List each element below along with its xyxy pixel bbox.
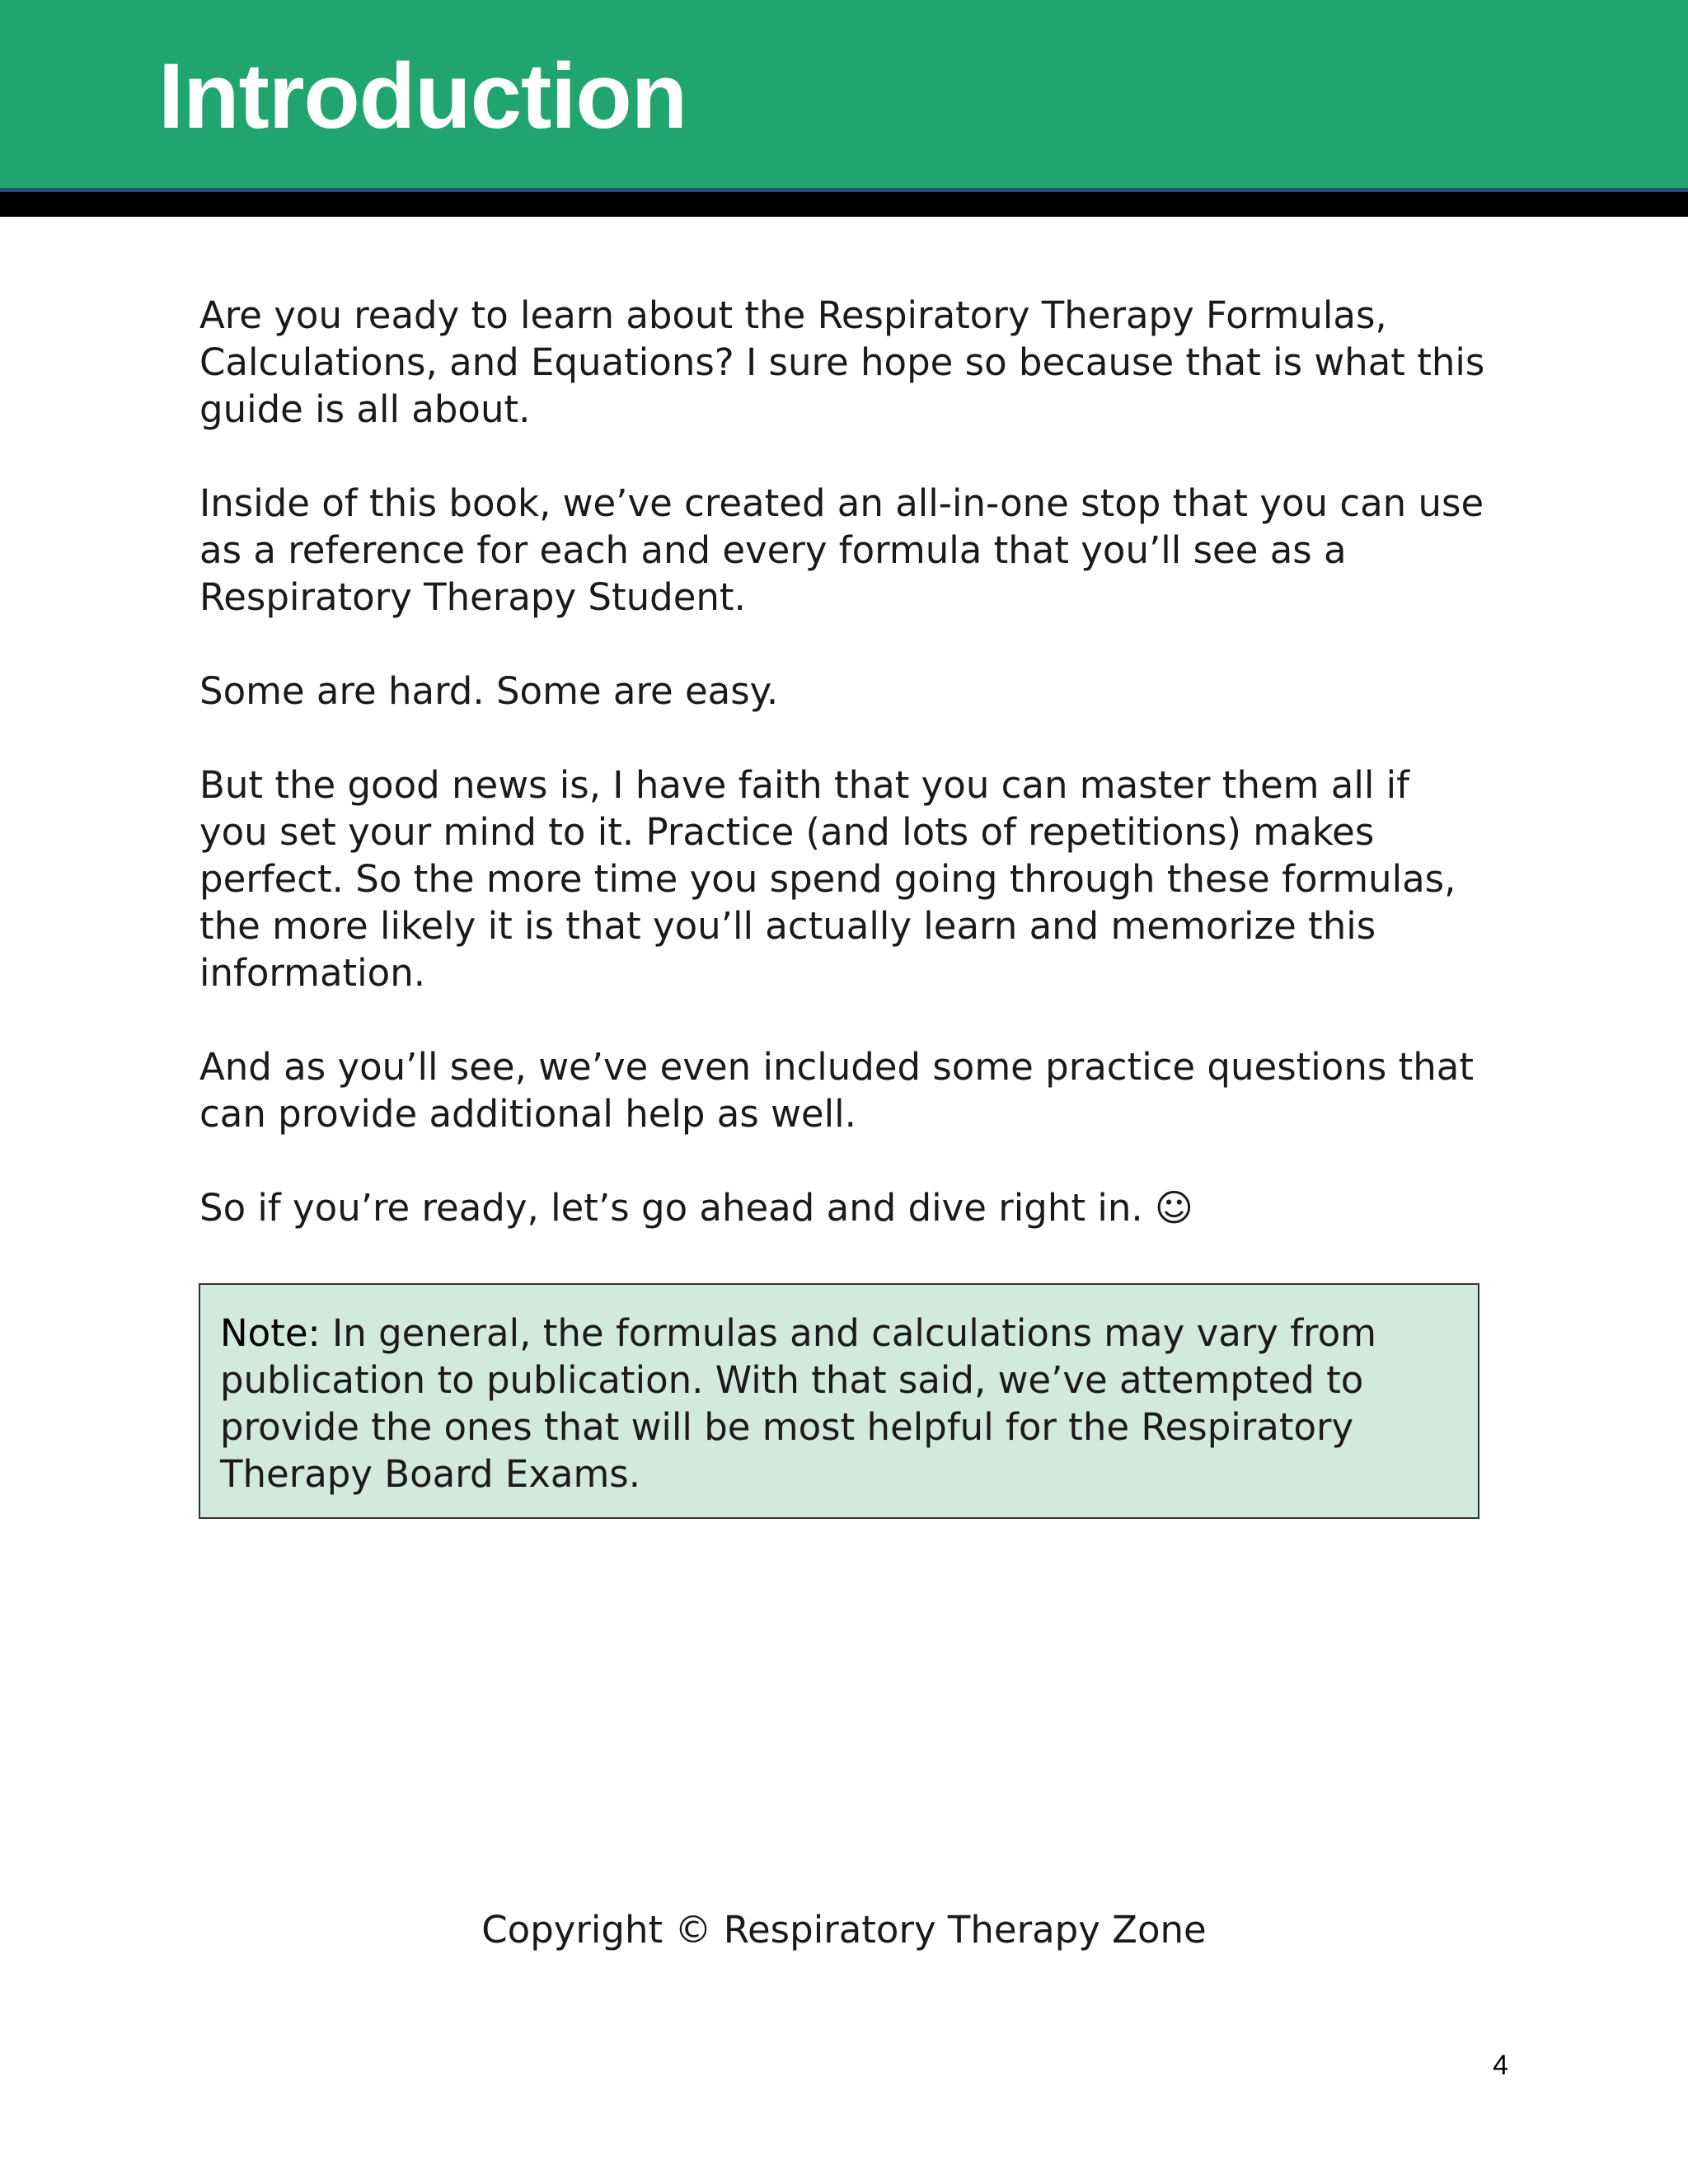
- paragraph-practice-questions: And as you’ll see, we’ve even included some practice questions that can provide additional help as well.: [199, 1045, 1474, 1136]
- note-box: [199, 1283, 1479, 1519]
- note-paragraph: [220, 1310, 1458, 1497]
- paragraph-intro: Are you ready to learn about the Respiratory Therapy Formulas, Calculations, and Equations? I sure hope so because that is what this guide is all about.: [199, 293, 1485, 431]
- body-text: [199, 292, 1485, 1278]
- paragraph-good-news: But the good news is, I have faith that you can master them all if you set your mind to it. Practice (and lots of repetitions) makes perfect. So the more time you spend going through these formulas, the more likely it is that you’ll actually learn and memorize this information.: [199, 763, 1456, 995]
- note-label: Note:: [220, 1311, 321, 1355]
- note-body: In general, the formulas and calculations may vary from publication to publication. With that said, we’ve attempted to provide the ones that will be most helpful for the Respiratory Therapy Board Exams.: [220, 1311, 1376, 1496]
- paragraph-book-contents: Inside of this book, we’ve created an all-in-one stop that you can use as a reference for each and every formula that you’ll see as a Respiratory Therapy Student.: [199, 481, 1484, 619]
- header-band: [0, 0, 1688, 188]
- page-title: Introduction: [158, 45, 687, 148]
- header-black-rule: [0, 192, 1688, 217]
- paragraph-dive-in: So if you’re ready, let’s go ahead and dive right in. ☺: [199, 1186, 1193, 1230]
- page-number: 4: [1493, 2050, 1508, 2081]
- paragraph-hard-easy: Some are hard. Some are easy.: [199, 669, 779, 713]
- copyright-notice: Copyright © Respiratory Therapy Zone: [481, 1908, 1207, 1952]
